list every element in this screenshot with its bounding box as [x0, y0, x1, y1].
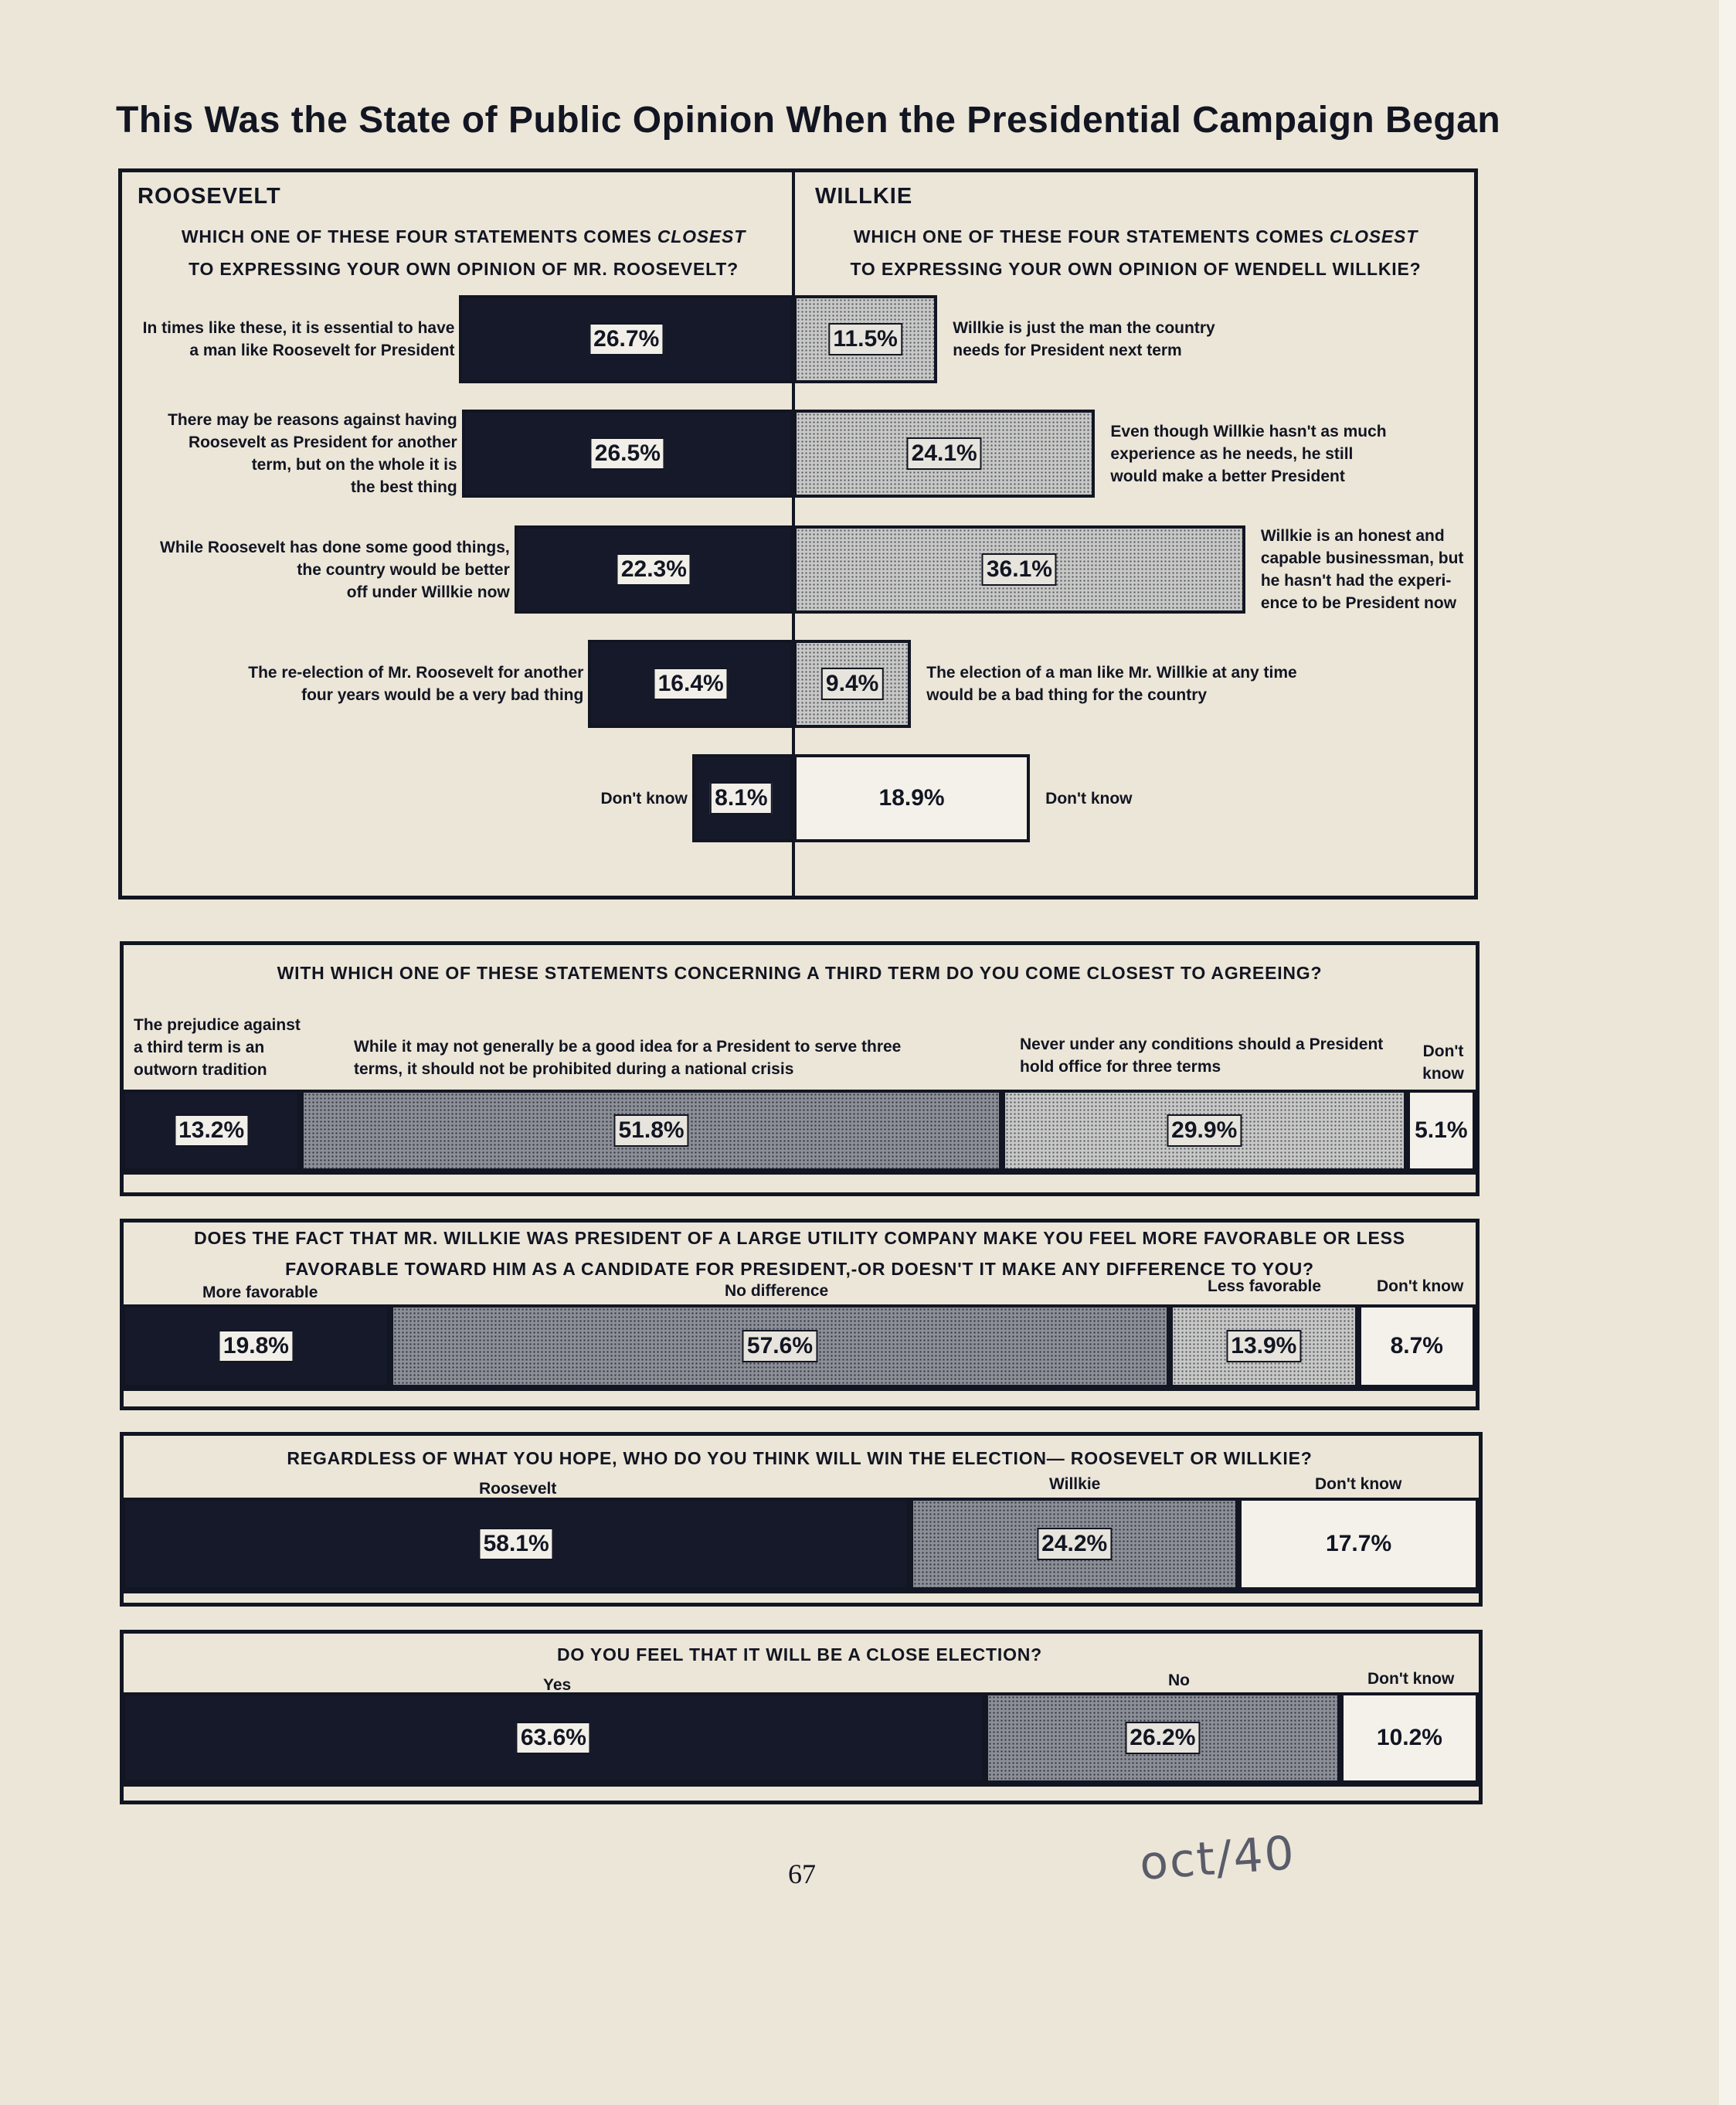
text-line: hold office for three terms	[1020, 1058, 1221, 1076]
text-line: TO EXPRESSING YOUR OWN OPINION OF MR. ROOSEVELT?	[189, 259, 739, 279]
willkie-value-label: 36.1%	[982, 553, 1057, 586]
roosevelt-statement	[168, 409, 457, 498]
text-line: In times like these, it is essential to have	[142, 319, 455, 337]
text-line: Willkie	[1049, 1475, 1101, 1493]
segment-category-label	[134, 1014, 301, 1081]
willkie-statement	[1261, 525, 1464, 614]
segment-value-label: 51.8%	[613, 1114, 688, 1147]
segment-value-label: 58.1%	[479, 1528, 554, 1560]
text-line: capable businessman, but	[1260, 549, 1464, 567]
roosevelt-value-label: 26.7%	[589, 323, 664, 355]
text-line: The re-election of Mr. Roosevelt for another	[248, 664, 584, 682]
text-line: Yes	[543, 1676, 572, 1694]
page-number: 67	[788, 1858, 816, 1889]
willkie-statement	[1110, 420, 1386, 488]
segment-value-label: 13.9%	[1226, 1330, 1301, 1362]
third-term-question	[131, 957, 1468, 989]
text-line: Willkie is an honest and	[1260, 527, 1445, 545]
willkie-question	[819, 220, 1452, 285]
roosevelt-statement	[143, 317, 455, 362]
text-line: No	[1168, 1671, 1190, 1689]
text-line: Don't know	[1367, 1670, 1455, 1688]
segment-value-label: 5.1%	[1415, 1117, 1468, 1143]
roosevelt-heading: ROOSEVELT	[138, 184, 281, 209]
roosevelt-value-label: 22.3%	[617, 553, 691, 586]
text-line: Don't know	[1315, 1475, 1402, 1493]
close-election-question	[131, 1638, 1468, 1671]
roosevelt-value-label: 26.5%	[590, 437, 665, 470]
text-line: There may be reasons against having	[168, 411, 457, 429]
roosevelt-value-label: 16.4%	[654, 668, 729, 700]
text-line: Don't know	[1377, 1277, 1464, 1295]
panel-bottom-rule	[121, 1784, 1482, 1787]
text-line: would make a better President	[1110, 467, 1345, 485]
roosevelt-value-label: 8.1%	[710, 782, 772, 814]
text-line: he hasn't had the experi-	[1260, 572, 1452, 590]
segment-category-label	[1408, 1040, 1479, 1085]
segment-category-label	[1377, 1275, 1463, 1297]
text-line: WHICH ONE OF THESE FOUR STATEMENTS COMES CLOSEST	[181, 226, 746, 247]
segment-category-label	[1168, 1669, 1190, 1692]
text-line: DO YOU FEEL THAT IT WILL BE A CLOSE ELECTION?	[556, 1644, 1043, 1665]
text-line: off under Willkie now	[346, 583, 510, 601]
segment-value-label: 13.2%	[174, 1114, 249, 1147]
segment-category-label	[202, 1281, 318, 1304]
roosevelt-statement	[600, 787, 687, 810]
text-line: Roosevelt	[479, 1480, 557, 1498]
text-line: four years would be a very bad thing	[301, 686, 584, 704]
segment-value-label: 19.8%	[219, 1330, 294, 1362]
text-line: More favorable	[202, 1284, 318, 1301]
text-line: While it may not generally be a good idea for a President to serve three	[354, 1038, 902, 1056]
willkie-heading: WILLKIE	[815, 184, 913, 209]
emphasis: CLOSEST	[657, 226, 746, 247]
text-line: WITH WHICH ONE OF THESE STATEMENTS CONCERNING A THIRD TERM DO YOU COME CLOSEST TO AGREEING?	[277, 963, 1323, 983]
segment-value-label: 24.2%	[1037, 1528, 1112, 1560]
text-line: the best thing	[351, 478, 457, 496]
segment-category-label	[1049, 1473, 1100, 1495]
text-line: the country would be better	[297, 560, 510, 579]
text-line: DOES THE FACT THAT MR. WILLKIE WAS PRESIDENT OF A LARGE UTILITY COMPANY MAKE YOU FEEL MORE FAVORABLE OR LESS	[194, 1228, 1405, 1248]
roosevelt-statement	[160, 536, 510, 604]
paper-edge	[1719, 0, 1736, 2105]
segment-category-label	[1020, 1033, 1383, 1078]
panel-bottom-rule	[121, 1388, 1479, 1391]
text-line: outworn tradition	[134, 1061, 267, 1079]
emphasis: CLOSEST	[1329, 226, 1418, 247]
segment-category-label	[479, 1478, 556, 1500]
text-line: experience as he needs, he still	[1110, 444, 1354, 463]
panel-bottom-rule	[121, 1172, 1479, 1175]
segment-value-label: 26.2%	[1125, 1722, 1200, 1754]
text-line: Even though Willkie hasn't as much	[1110, 422, 1387, 440]
page-title: This Was the State of Public Opinion When the Presidential Campaign Began	[116, 100, 1501, 141]
handwritten-date: oct/40	[1137, 1826, 1297, 1891]
segment-value-label: 29.9%	[1167, 1114, 1242, 1147]
segment-category-label	[725, 1280, 828, 1302]
willkie-statement	[953, 317, 1215, 362]
text-line: WHICH ONE OF THESE FOUR STATEMENTS COMES CLOSEST	[853, 226, 1418, 247]
segment-category-label	[543, 1674, 571, 1696]
segment-category-label	[354, 1035, 901, 1080]
willkie-value-label: 9.4%	[821, 668, 883, 700]
panel-bottom-rule	[121, 1590, 1482, 1593]
text-line: Don't know	[1045, 789, 1133, 808]
willkie-value-label: 11.5%	[828, 323, 902, 355]
text-line: Willkie is just the man the country	[953, 319, 1215, 337]
willkie-value-label: 18.9%	[878, 785, 945, 811]
text-line: know	[1422, 1065, 1464, 1083]
text-line: TO EXPRESSING YOUR OWN OPINION OF WENDELL WILLKIE?	[850, 259, 1422, 279]
who-wins-question	[131, 1442, 1468, 1474]
text-line: REGARDLESS OF WHAT YOU HOPE, WHO DO YOU THINK WILL WIN THE ELECTION— ROOSEVELT OR WILLKIE?	[287, 1448, 1313, 1468]
willkie-value-label: 24.1%	[907, 437, 982, 470]
segment-value-label: 17.7%	[1326, 1531, 1392, 1556]
text-line: Roosevelt as President for another	[188, 434, 457, 451]
willkie-statement	[926, 661, 1296, 706]
segment-value-label: 10.2%	[1376, 1725, 1442, 1750]
segment-value-label: 63.6%	[516, 1722, 591, 1754]
text-line: No difference	[725, 1282, 829, 1300]
text-line: Don't know	[600, 789, 688, 808]
text-line: a man like Roosevelt for President	[189, 342, 455, 359]
text-line: term, but on the whole it is	[251, 456, 457, 474]
text-line: The prejudice against	[134, 1016, 301, 1034]
text-line: would be a bad thing for the country	[926, 686, 1208, 704]
segment-category-label	[1367, 1668, 1454, 1690]
segment-category-label	[1208, 1275, 1321, 1297]
roosevelt-statement	[248, 661, 583, 706]
text-line: While Roosevelt has done some good things,	[160, 538, 510, 556]
roosevelt-question	[155, 220, 773, 285]
text-line: The election of a man like Mr. Willkie at any time	[926, 664, 1297, 682]
text-line: a third term is an	[134, 1039, 265, 1056]
text-line: FAVORABLE TOWARD HIM AS A CANDIDATE FOR PRESIDENT,-OR DOESN'T IT MAKE ANY DIFFERENCE TO YOU?	[285, 1259, 1314, 1279]
text-line: Less favorable	[1208, 1277, 1322, 1295]
segment-category-label	[1315, 1473, 1401, 1495]
segment-value-label: 57.6%	[742, 1330, 817, 1362]
text-line: ence to be President now	[1260, 594, 1457, 612]
text-line: terms, it should not be prohibited during a national crisis	[354, 1060, 794, 1078]
text-line: Don't	[1422, 1042, 1464, 1060]
text-line: Never under any conditions should a President	[1020, 1035, 1384, 1053]
willkie-statement	[1045, 787, 1132, 810]
segment-value-label: 8.7%	[1390, 1333, 1443, 1359]
text-line: needs for President next term	[953, 342, 1182, 359]
